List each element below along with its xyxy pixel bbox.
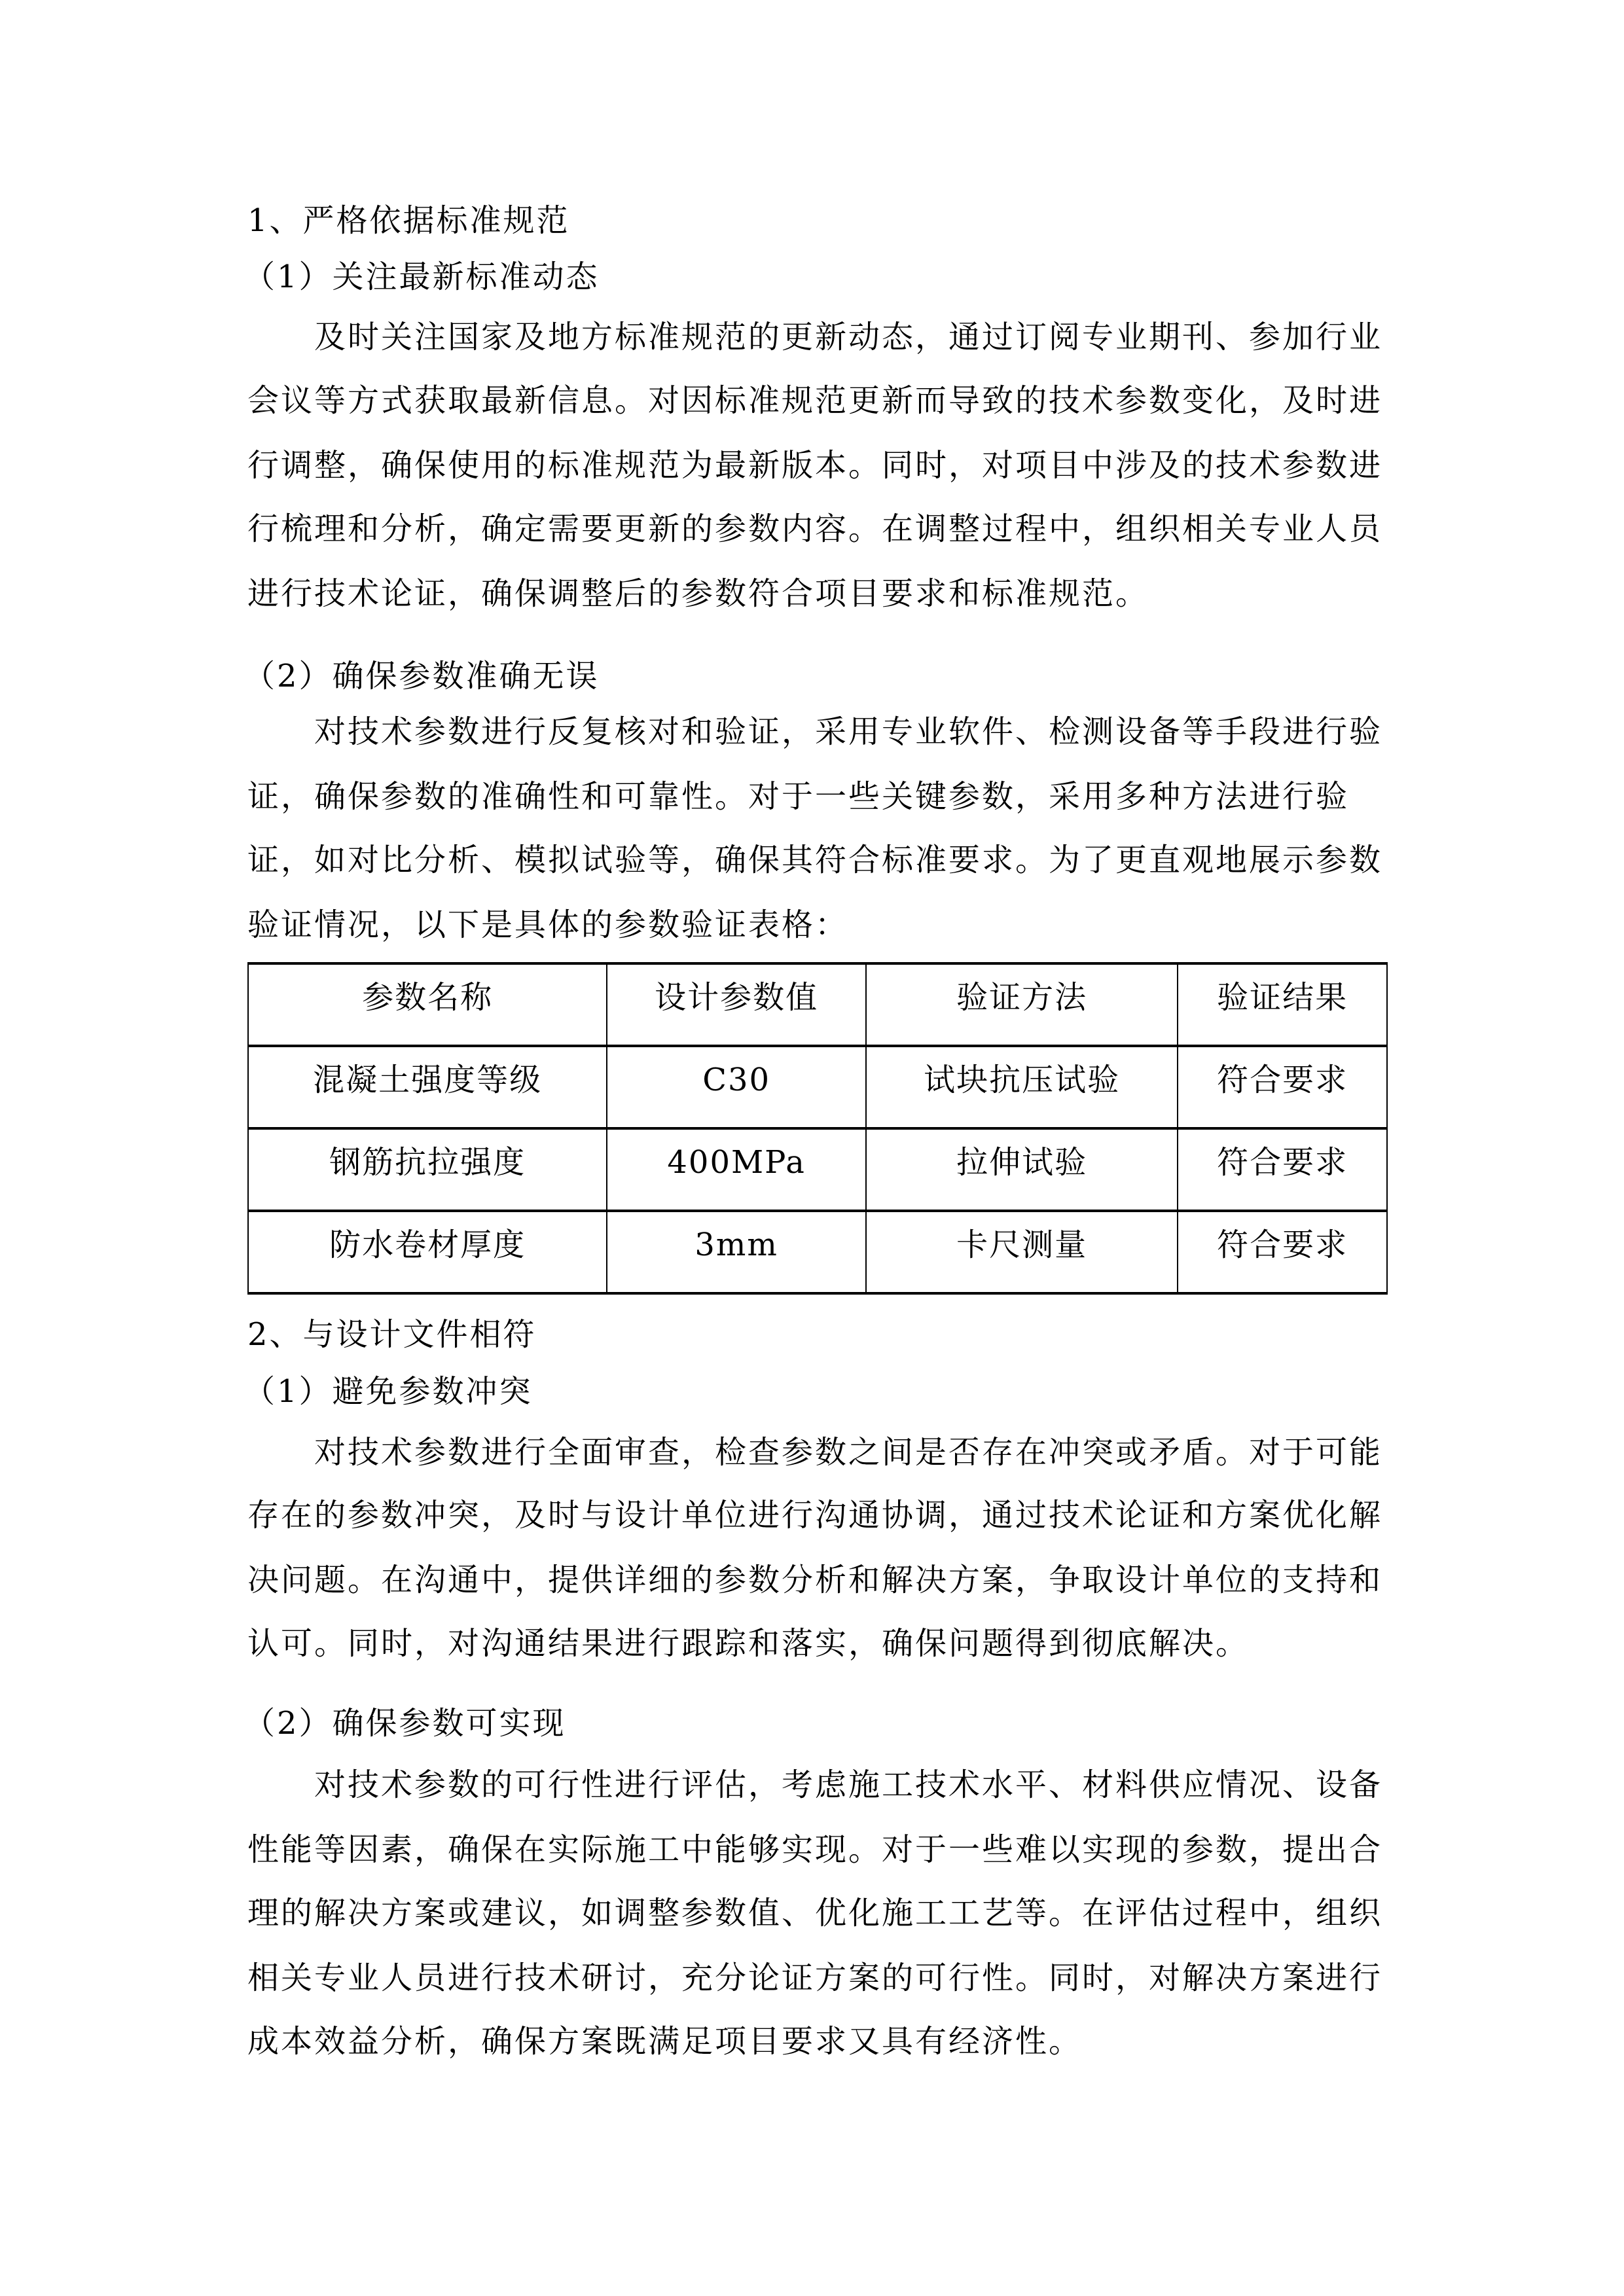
section-2-heading: 2、与设计文件相符 (247, 1316, 537, 1353)
table-cell: 400MPa (607, 1128, 866, 1211)
table-cell: 钢筋抗拉强度 (248, 1128, 607, 1211)
header-cell: 设计参数值 (607, 963, 866, 1046)
table-cell: 卡尺测量 (866, 1211, 1178, 1293)
subsection-1-2-heading: （2）确保参数准确无误 (244, 658, 600, 694)
table-row (248, 1046, 1387, 1128)
section-1-heading: 1、严格依据标准规范 (247, 202, 570, 239)
table-row (248, 1128, 1387, 1211)
table-cell: 符合要求 (1178, 1046, 1387, 1128)
table-cell: 拉伸试验 (866, 1128, 1178, 1211)
subsection-1-1-heading: （1）关注最新标准动态 (244, 259, 600, 295)
header-cell: 参数名称 (248, 963, 607, 1046)
table-row (248, 1211, 1387, 1293)
table-header-row (248, 963, 1387, 1046)
header-cell: 验证结果 (1178, 963, 1387, 1046)
table-cell: 符合要求 (1178, 1128, 1387, 1211)
subsection-2-1-heading: （1）避免参数冲突 (244, 1373, 533, 1410)
table-cell: 防水卷材厚度 (248, 1211, 607, 1293)
table-cell: C30 (607, 1046, 866, 1128)
table-cell: 混凝土强度等级 (248, 1046, 607, 1128)
parameter-verification-table (247, 962, 1388, 1295)
header-cell: 验证方法 (866, 963, 1178, 1046)
table-cell: 符合要求 (1178, 1211, 1387, 1293)
table-cell: 3mm (607, 1211, 866, 1293)
subsection-2-2-heading: （2）确保参数可实现 (244, 1705, 566, 1742)
table-cell: 试块抗压试验 (866, 1046, 1178, 1128)
